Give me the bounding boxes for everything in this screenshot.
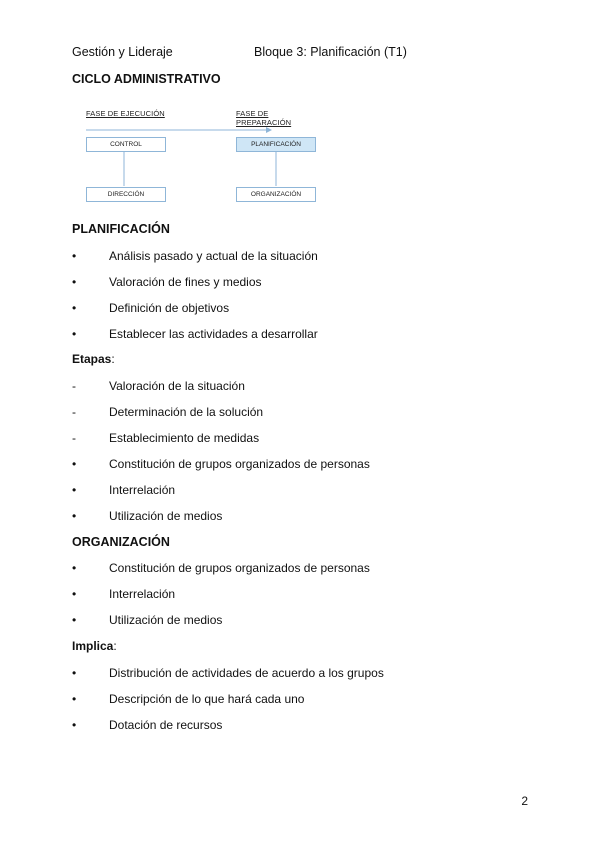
list-bullet: • [72,613,77,627]
list-bullet: • [72,275,77,289]
list-item: Interrelación [109,587,176,601]
list-dash: - [72,431,76,445]
list-bullet: • [72,301,77,315]
list-item: Interrelación [109,483,176,497]
diagram-box-organizacion: ORGANIZACIÓN [236,187,316,202]
diagram-label-preparacion: FASE DE PREPARACIÓN [236,109,292,127]
list-bullet: • [72,718,77,732]
diagram-box-direccion: DIRECCIÓN [86,187,166,202]
list-bullet: • [72,587,77,601]
list-bullet: • [72,483,77,497]
list-bullet: • [72,509,77,523]
list-bullet: • [72,666,77,680]
list-item: Constitución de grupos organizados de personas [109,561,370,575]
list-item: Análisis pasado y actual de la situación [109,249,318,263]
list-bullet: • [72,457,77,471]
diagram-box-planificacion: PLANIFICACIÓN [236,137,316,152]
list-item: Establecimiento de medidas [109,431,260,445]
header-right: Bloque 3: Planificación (T1) [254,45,407,59]
list-item: Distribución de actividades de acuerdo a los grupos [109,666,384,680]
page-title: CICLO ADMINISTRATIVO [72,72,221,86]
list-item: Constitución de grupos organizados de personas [109,457,370,471]
diagram-label-ejecucion: FASE DE EJECUCIÓN [86,109,165,118]
list-item: Descripción de lo que hará cada uno [109,692,305,706]
header-left: Gestión y Lideraje [72,45,173,59]
list-item: Valoración de fines y medios [109,275,262,289]
implica-colon: : [113,639,117,653]
list-item: Utilización de medios [109,509,223,523]
list-item: Valoración de la situación [109,379,245,393]
list-dash: - [72,379,76,393]
list-item: Dotación de recursos [109,718,223,732]
implica-label [72,639,117,653]
page-number: 2 [521,794,528,808]
list-bullet: • [72,561,77,575]
list-item: Utilización de medios [109,613,223,627]
ciclo-diagram [78,104,322,206]
etapas-label-text: Etapas [72,352,112,366]
etapas-label [72,352,115,366]
list-bullet: • [72,249,77,263]
etapas-colon: : [111,352,115,366]
list-item: Establecer las actividades a desarrollar [109,327,318,341]
implica-label-text: Implica [72,639,114,653]
list-dash: - [72,405,76,419]
diagram-box-control: CONTROL [86,137,166,152]
list-bullet: • [72,692,77,706]
list-bullet: • [72,327,77,341]
list-item: Definición de objetivos [109,301,230,315]
section-heading-organizacion: ORGANIZACIÓN [72,535,170,549]
list-item: Determinación de la solución [109,405,264,419]
section-heading-planificacion: PLANIFICACIÓN [72,222,170,236]
